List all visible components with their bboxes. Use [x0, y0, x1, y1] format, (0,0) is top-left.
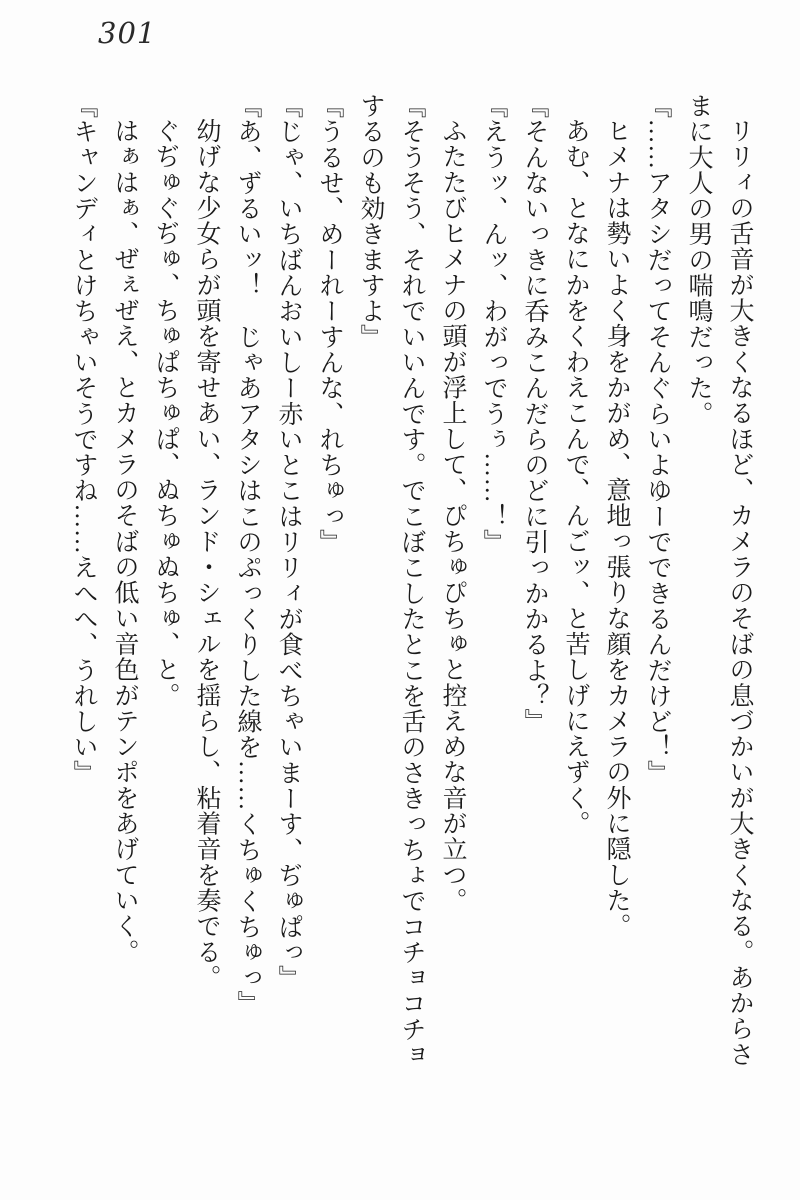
paragraph-dialogue-8: 『キャンディとけちゃいそうですね……えへへ、うれしい』 — [70, 93, 97, 786]
paragraph-dialogue-2: 『そんないっきに呑みこんだらのどに引っかかるよ？』 — [521, 93, 548, 735]
paragraph-dialogue-6: 『じゃ、いちばんおいしー赤いとこはリリィが食べちゃいまーす、ぢゅぱっ』 — [275, 93, 302, 991]
paragraph-narration-2: ヒメナは勢いよく身をかがめ、意地っ張りな顔をカメラの外に隠した。 — [603, 118, 630, 939]
page-number: 301 — [98, 16, 157, 50]
paragraph-dialogue-3: 『えうッ、んッ、わがっでうぅ……！』 — [480, 93, 507, 555]
text-block — [63, 93, 760, 1071]
paragraph-narration-4: ふたたびヒメナの頭が浮上して、ぴちゅぴちゅと控えめな音が立つ。 — [439, 118, 466, 914]
paragraph-dialogue-5: 『うるせ、めーれーすんな、れちゅっ』 — [316, 93, 343, 555]
paragraph-dialogue-1: 『……アタシだってそんぐらいよゆーでできるんだけど！』 — [644, 93, 671, 786]
paragraph-narration-5: 幼げな少女らが頭を寄せあい、ランド・シェルを揺らし、粘着音を奏でる。 — [193, 118, 220, 991]
paragraph-dialogue-7: 『あ、ずるいッ！ じゃあアタシはこのぷっくりした線を……くちゅくちゅっ』 — [234, 93, 261, 1017]
paragraph-narration-1: リリィの舌音が大きくなるほど、カメラのそばの息づかいが大きくなる。あからさまに大人の男の喘鳴だった。 — [685, 93, 753, 1068]
paragraph-dialogue-4: 『そうそう、それでいいんです。でこぼこしたとこを舌のさきっちょでコチョコチョするのも効きますよ』 — [357, 93, 425, 1068]
paragraph-narration-3: あむ、となにかをくわえこんで、んごッ、と苦しげにえずく。 — [562, 118, 589, 837]
paragraph-narration-7: はぁはぁ、ぜぇぜえ、とカメラのそばの低い音色がテンポをあげていく。 — [111, 118, 138, 965]
paragraph-narration-6: ぐぢゅぐぢゅ、ちゅぱちゅぱ、ぬちゅぬちゅ、と。 — [152, 118, 179, 708]
